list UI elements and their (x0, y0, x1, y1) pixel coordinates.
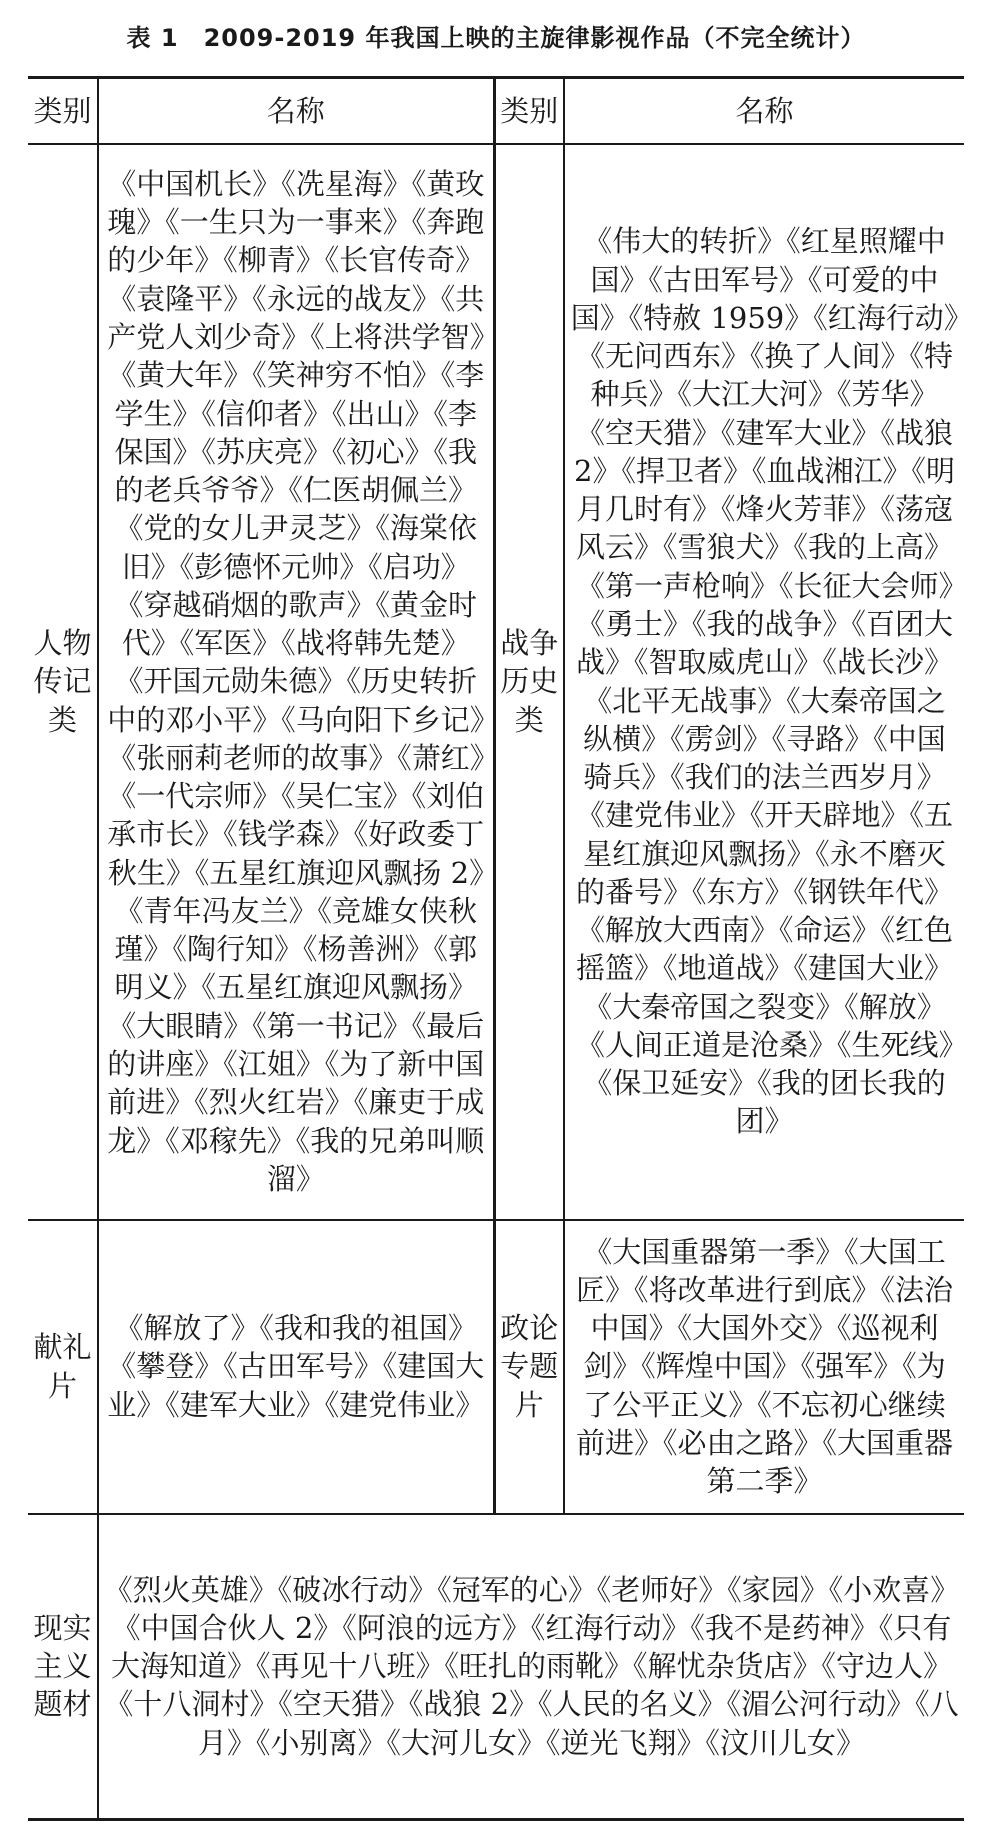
category-war-history: 战争历史类 (494, 144, 564, 1220)
table-row (28, 1220, 964, 1514)
films-table (28, 76, 964, 1821)
header-category-right: 类别 (494, 78, 564, 144)
table-row (28, 144, 964, 1220)
names-realism: 《烈火英雄》《破冰行动》《冠军的心》《老师好》《家园》《小欢喜》《中国合伙人 2》《阿浪的远方》《红海行动》《我不是药神》《只有大海知道》《再见十八班》《旺扎的雨靴》《解忧杂货店》《守边人》《十八洞村》《空天猎》《战狼 2》《人民的名义》《湄公河行动》《八月》《小别离》《大河儿女》《逆光飞翔》《汶川儿女》 (98, 1514, 964, 1820)
table-title: 表 1 2009-2019 年我国上映的主旋律影视作品（不完全统计） (126, 24, 866, 52)
table-row (28, 1514, 964, 1820)
category-tribute: 献礼片 (28, 1220, 98, 1514)
category-biography: 人物传记类 (28, 144, 98, 1220)
category-political-documentary: 政论专题片 (494, 1220, 564, 1514)
header-row (28, 78, 964, 144)
category-realism: 现实主义题材 (28, 1514, 98, 1820)
names-war-history: 《伟大的转折》《红星照耀中国》《古田军号》《可爱的中国》《特赦 1959》《红海行动》《无问西东》《换了人间》《特种兵》《大江大河》《芳华》《空天猎》《建军大业》《战狼 2》《捍卫者》《血战湘江》《明月几时有》《烽火芳菲》《荡寇风云》《雪狼犬》《我的上高》《第一声枪响》《长征大会师》《勇士》《我的战争》《百团大战》《智取威虎山》《战长沙》《北平无战事》《大秦帝国之纵横》《雳剑》《寻路》《中国骑兵》《我们的法兰西岁月》《建党伟业》《开天辟地》《五星红旗迎风飘扬》《永不磨灭的番号》《东方》《钢铁年代》《解放大西南》《命运》《红色摇篮》《地道战》《建国大业》《大秦帝国之裂变》《解放》《人间正道是沧桑》《生死线》《保卫延安》《我的团长我的团》 (564, 144, 964, 1220)
header-name-right: 名称 (564, 78, 964, 144)
names-tribute: 《解放了》《我和我的祖国》《攀登》《古田军号》《建国大业》《建军大业》《建党伟业》 (98, 1220, 494, 1514)
names-biography: 《中国机长》《冼星海》《黄玫瑰》《一生只为一事来》《奔跑的少年》《柳青》《长官传奇》《袁隆平》《永远的战友》《共产党人刘少奇》《上将洪学智》《黄大年》《笑神穷不怕》《李学生》《信仰者》《出山》《李保国》《苏庆亮》《初心》《我的老兵爷爷》《仁医胡佩兰》《党的女儿尹灵芝》《海棠依旧》《彭德怀元帅》《启功》《穿越硝烟的歌声》《黄金时代》《军医》《战将韩先楚》《开国元勋朱德》《历史转折中的邓小平》《马向阳下乡记》《张丽莉老师的故事》《萧红》《一代宗师》《吴仁宝》《刘伯承市长》《钱学森》《好政委丁秋生》《五星红旗迎风飘扬 2》《青年冯友兰》《竞雄女侠秋瑾》《陶行知》《杨善洲》《郭明义》《五星红旗迎风飘扬》《大眼睛》《第一书记》《最后的讲座》《江姐》《为了新中国前进》《烈火红岩》《廉吏于成龙》《邓稼先》《我的兄弟叫顺溜》 (98, 144, 494, 1220)
header-category-left: 类别 (28, 78, 98, 144)
header-name-left: 名称 (98, 78, 494, 144)
names-political-documentary: 《大国重器第一季》《大国工匠》《将改革进行到底》《法治中国》《大国外交》《巡视利剑》《辉煌中国》《强军》《为了公平正义》《不忘初心继续前进》《必由之路》《大国重器第二季》 (564, 1220, 964, 1514)
